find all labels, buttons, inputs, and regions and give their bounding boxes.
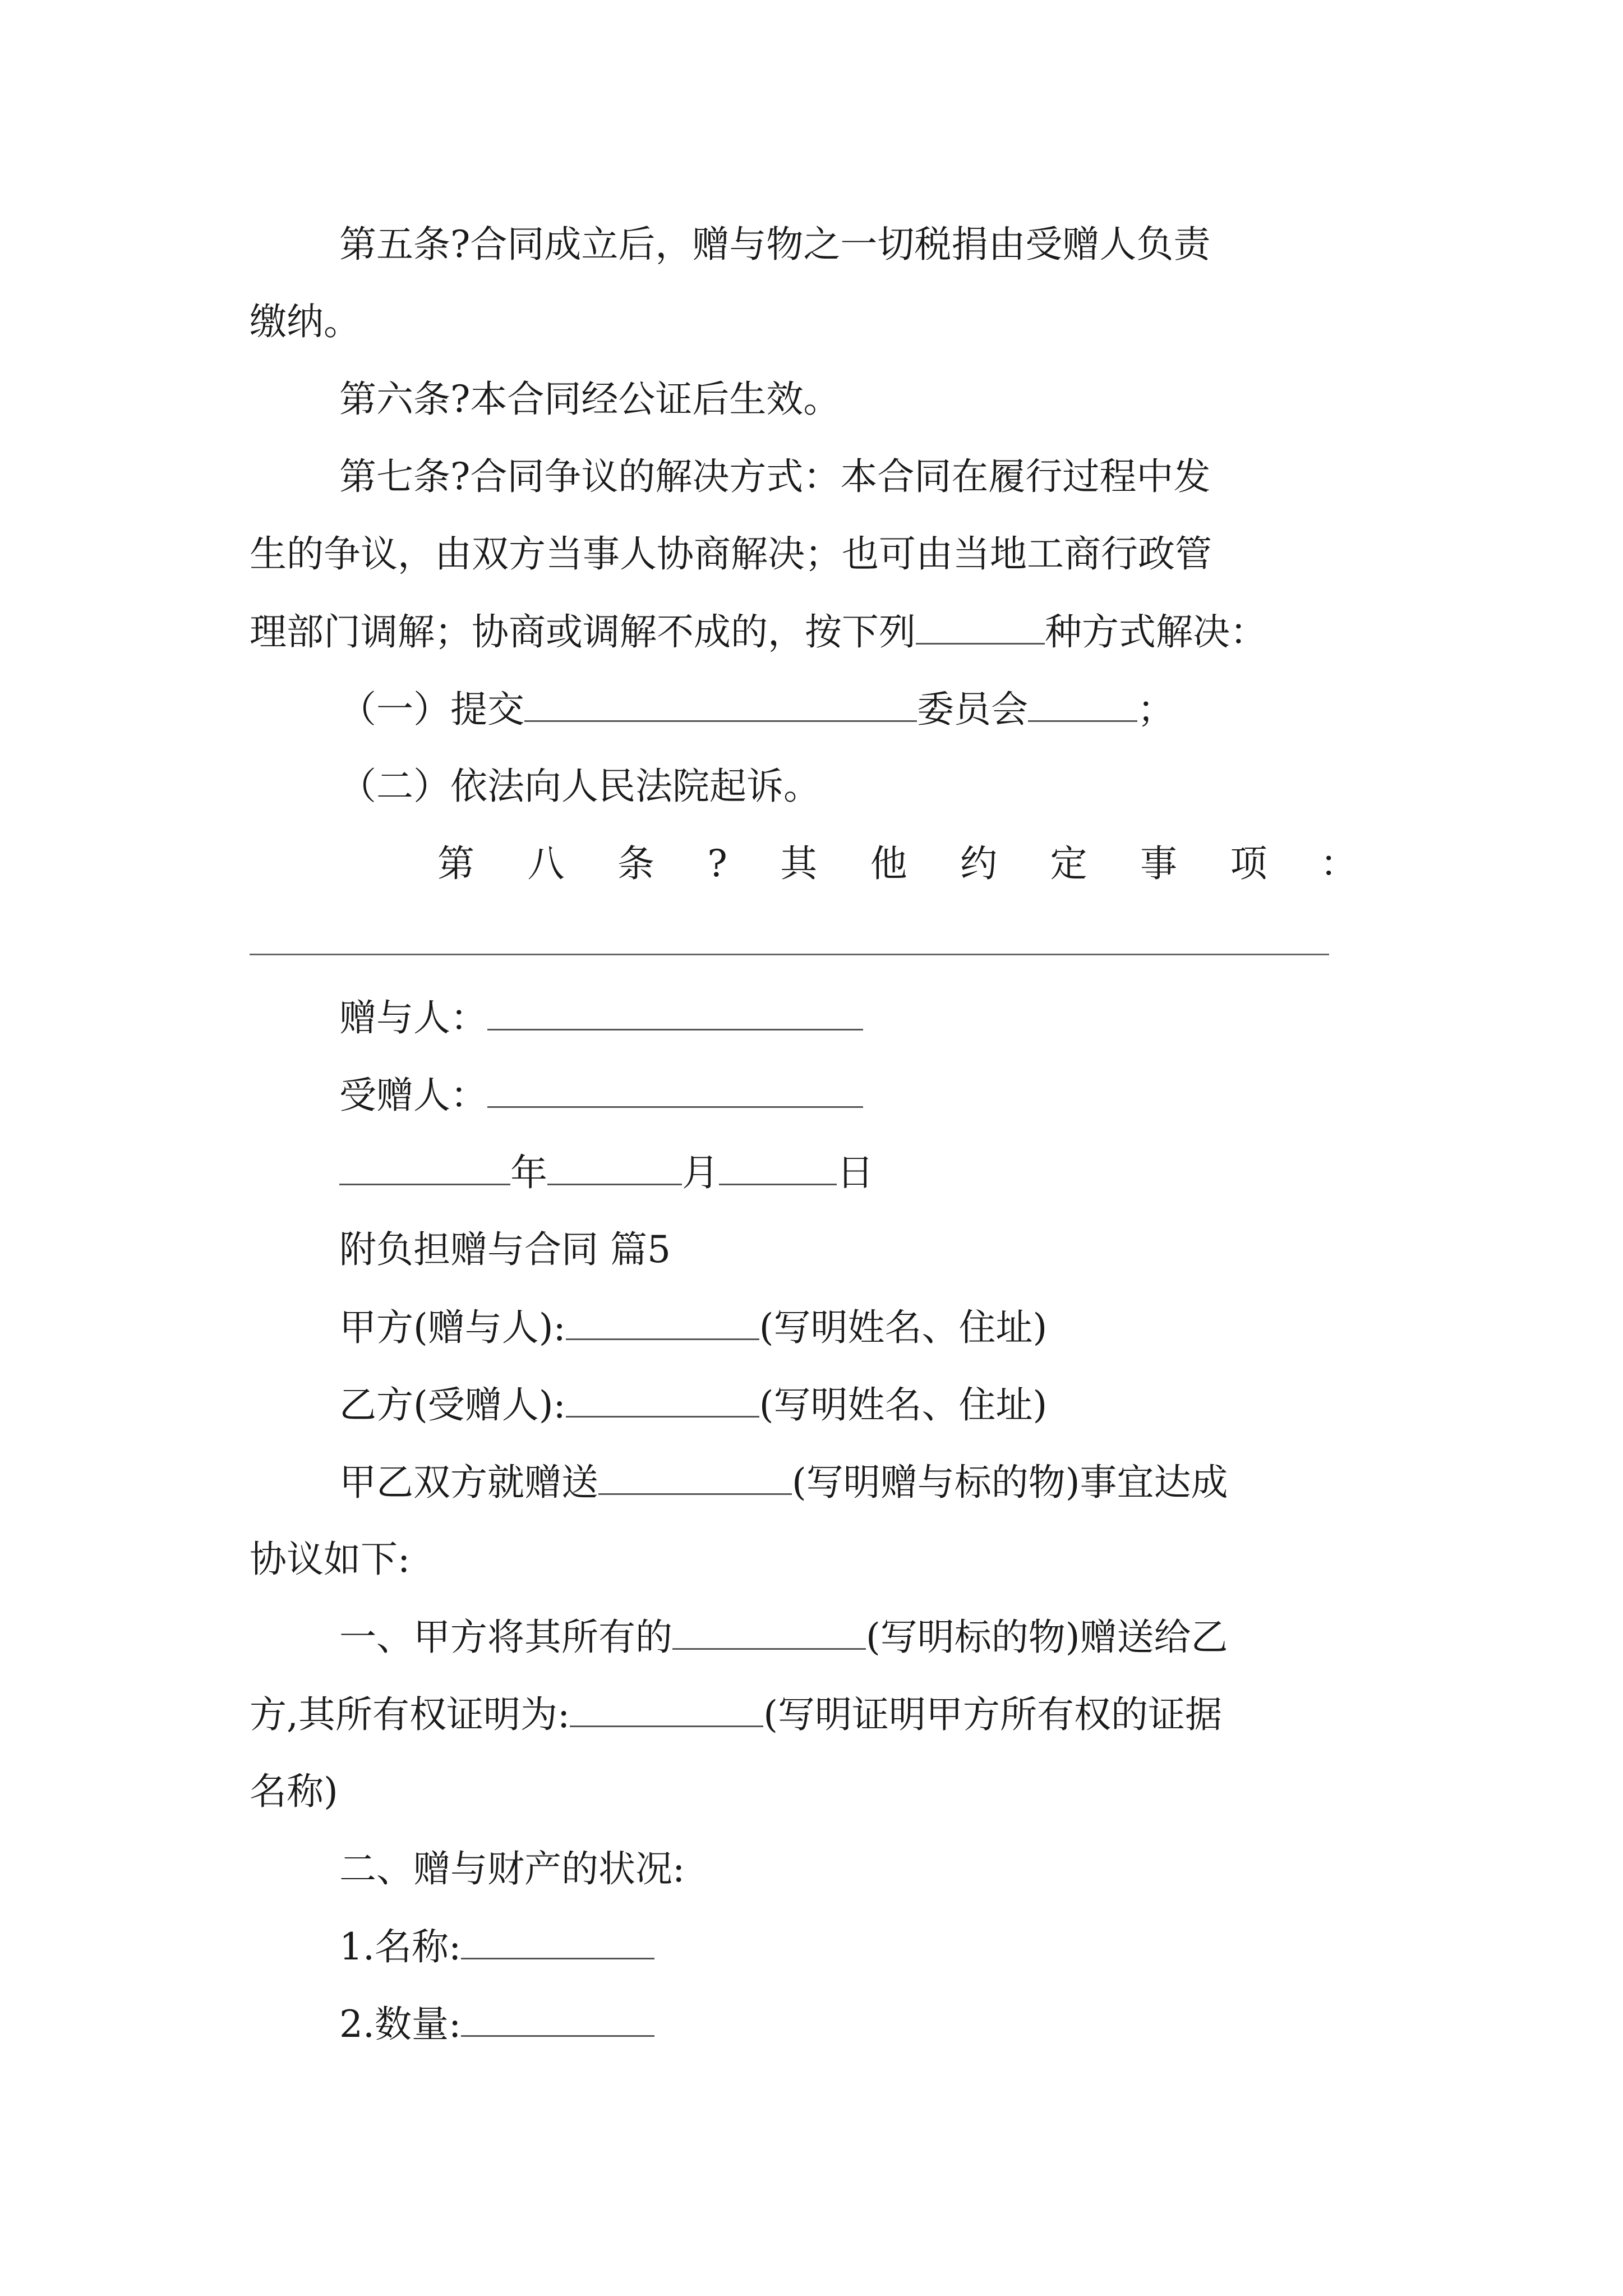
party-b-hint: (写明姓名、住址) (759, 1383, 1048, 1427)
quantity-label: 2.数量: (339, 2003, 462, 2046)
party-a-label: 甲方(赠与人): (339, 1306, 566, 1349)
article8-char: 他 (870, 842, 907, 885)
option2: （二）依法向人民法院起诉。 (339, 765, 820, 808)
month-label: 月 (682, 1151, 719, 1194)
article8-char: 约 (960, 842, 998, 885)
article5-line2: 缴纳。 (250, 300, 361, 343)
party-b-line (339, 1382, 1047, 1428)
agreement-hint: (写明赠与标的物)事宜达成 (792, 1461, 1228, 1504)
name-line (339, 1924, 654, 1970)
day-blank[interactable] (719, 1150, 837, 1185)
agreement-line2: 协议如下: (250, 1538, 411, 1581)
name-blank[interactable] (461, 1924, 654, 1959)
agreement-line1 (339, 1460, 1228, 1505)
article7-line2: 生的争议，由双方当事人协商解决；也可由当地工商行政管 (250, 532, 1212, 576)
article8-char: 第 (437, 842, 474, 885)
party-a-hint: (写明姓名、住址) (759, 1306, 1048, 1349)
donee-signature-blank[interactable] (487, 1073, 863, 1108)
date-line (339, 1150, 874, 1195)
day-label: 日 (837, 1151, 874, 1194)
donee-label: 受赠人： (339, 1074, 487, 1117)
clause1-text: 一、甲方将其所有的 (339, 1616, 672, 1659)
article8-char: 其 (780, 842, 818, 885)
agreement-text: 甲乙双方就赠送 (339, 1461, 598, 1504)
article8-char: 条 (617, 842, 654, 885)
donor-signature-blank[interactable] (487, 995, 863, 1030)
article7-line3 (250, 609, 1267, 655)
name-label: 1.名称: (339, 1925, 462, 1968)
article8-char: 定 (1050, 842, 1087, 885)
option1 (339, 687, 1174, 732)
clause1-proof-text: 方,其所有权证明为: (250, 1693, 570, 1736)
clause2-title: 二、赠与财产的状况: (339, 1847, 685, 1890)
article7-line3-tail: 种方式解决： (1045, 610, 1267, 654)
donor-line (339, 995, 863, 1041)
article8-char: 八 (527, 842, 565, 885)
arbitration-body-blank[interactable] (524, 687, 917, 722)
article5-line1: 第五条?合同成立后，赠与物之一切税捐由受赠人负责 (339, 223, 1211, 266)
donor-label: 赠与人： (339, 996, 487, 1039)
party-a-line (339, 1305, 1047, 1350)
article8-char: ： (1320, 842, 1357, 885)
ownership-proof-blank[interactable] (570, 1692, 763, 1727)
year-label: 年 (510, 1151, 547, 1194)
subject-matter-blank[interactable] (672, 1614, 866, 1650)
clause1-line2 (250, 1692, 1222, 1737)
article8-line (437, 841, 1357, 886)
clause1-line3: 名称) (250, 1770, 338, 1813)
clause1-proof-hint: (写明证明甲方所有权的证据 (763, 1693, 1222, 1736)
committee-blank[interactable] (1028, 687, 1137, 722)
clause1-line1 (339, 1614, 1228, 1660)
article7-line3-text: 理部门调解；协商或调解不成的，按下列 (250, 610, 916, 654)
option1-text: （一）提交 (339, 688, 524, 731)
party-b-label: 乙方(受赠人): (339, 1383, 566, 1427)
year-blank[interactable] (339, 1150, 510, 1185)
article8-char: ? (707, 842, 727, 885)
option1-committee: 委员会 (917, 688, 1028, 731)
month-blank[interactable] (547, 1150, 682, 1185)
quantity-line (339, 2001, 654, 2047)
dispute-method-blank[interactable] (916, 609, 1045, 645)
party-a-blank[interactable] (566, 1305, 759, 1340)
other-terms-blank-line[interactable] (250, 954, 1329, 955)
donee-line (339, 1073, 863, 1118)
party-b-blank[interactable] (566, 1382, 759, 1418)
contract5-title: 附负担赠与合同 篇5 (339, 1228, 671, 1271)
clause1-hint: (写明标的物)赠送给乙 (866, 1616, 1228, 1659)
quantity-blank[interactable] (461, 2001, 654, 2037)
option1-end: ； (1137, 688, 1174, 731)
article8-char: 事 (1140, 842, 1178, 885)
article6: 第六条?本合同经公证后生效。 (339, 378, 841, 421)
article8-char: 项 (1230, 842, 1267, 885)
article7-line1: 第七条?合同争议的解决方式：本合同在履行过程中发 (339, 455, 1211, 498)
gift-subject-blank[interactable] (598, 1460, 792, 1495)
